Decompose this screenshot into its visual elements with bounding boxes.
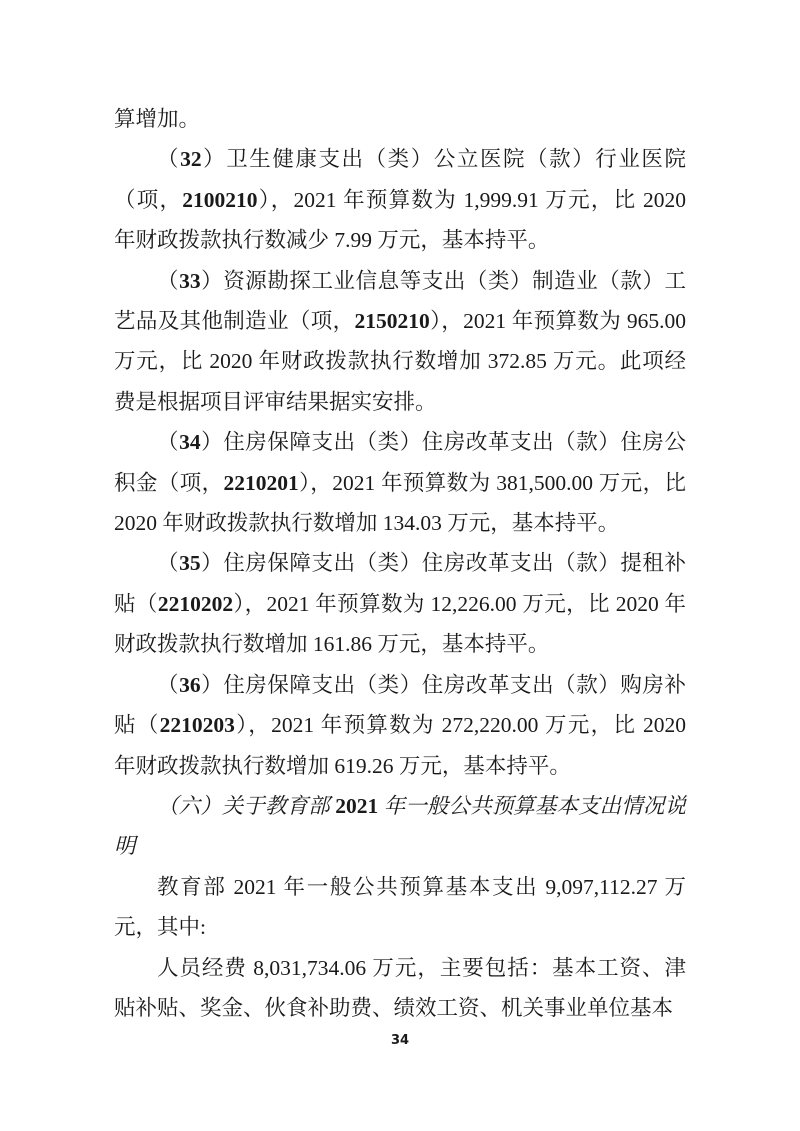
text-segment: 教育部 2021 年一般公共预算基本支出 9,097,112.27 万元，其中:: [114, 874, 686, 940]
text-segment: 33: [179, 268, 201, 293]
para-item-32: [114, 139, 686, 260]
text-segment: （: [157, 430, 180, 455]
text-segment: 32: [180, 147, 202, 172]
text-segment: ），2021 年预算数为 965.00 万元，比 2020 年财政拨款执行数增加 372.85 万元。此项经费是根据项目评审结果据实安排。: [114, 309, 686, 414]
para-personnel-expense: [114, 948, 686, 1029]
text-segment: ）住房保障支出（类）住房改革支出（款）购房补贴（: [114, 672, 686, 738]
text-segment: ）住房保障支出（类）住房改革支出（款）住房公积金（项，: [114, 430, 686, 495]
text-segment: ），2021 年预算数为 12,226.00 万元，比 2020 年财政拨款执行数增加 161.86 万元，基本持平。: [114, 591, 686, 657]
text-segment: （六）关于教育部: [157, 793, 336, 818]
text-segment: ）资源勘探工业信息等支出（类）制造业（款）工艺品及其他制造业（项，: [114, 268, 686, 334]
text-segment: 人员经费 8,031,734.06 万元，主要包括：基本工资、津贴补贴、奖金、伙食补助费、绩效工资、机关事业单位基本: [114, 955, 686, 1020]
text-segment: 算增加。: [114, 107, 201, 131]
text-segment: （: [157, 268, 180, 293]
text-segment: 2100210: [182, 187, 258, 212]
text-segment: 34: [179, 430, 201, 455]
para-continuation: [114, 99, 686, 139]
text-segment: 2021: [335, 793, 379, 818]
para-item-35: [114, 543, 686, 664]
text-segment: ）卫生健康支出（类）公立医院（款）行业医院（项，: [114, 147, 686, 212]
text-segment: 2150210: [354, 309, 430, 334]
text-segment: 2210201: [223, 470, 299, 495]
text-segment: 35: [179, 551, 201, 576]
text-segment: 年一般公共预算基本支出情况说明: [114, 793, 686, 859]
text-segment: ）住房保障支出（类）住房改革支出（款）提租补贴（: [114, 551, 686, 616]
para-item-34: [114, 422, 686, 543]
text-segment: （: [157, 551, 180, 576]
para-heading-section-6: [114, 786, 686, 867]
para-item-36: [114, 665, 686, 786]
text-segment: 2210202: [157, 591, 234, 616]
text-segment: ），2021 年预算数为 381,500.00 万元，比 2020 年财政拨款执行数增加 134.03 万元，基本持平。: [114, 470, 686, 536]
text-segment: ），2021 年预算数为 272,220.00 万元，比 2020 年财政拨款执行数增加 619.26 万元，基本持平。: [114, 713, 686, 778]
text-segment: 2210203: [159, 713, 235, 738]
para-item-33: [114, 261, 686, 423]
page-number: 34: [390, 1033, 410, 1048]
document-body: [114, 99, 686, 1028]
text-segment: （: [157, 672, 180, 697]
text-segment: （: [157, 147, 181, 172]
para-basic-expenditure-total: [114, 867, 686, 948]
text-segment: 36: [179, 672, 201, 697]
text-segment: ），2021 年预算数为 1,999.91 万元，比 2020 年财政拨款执行数减少 7.99 万元，基本持平。: [114, 187, 686, 253]
